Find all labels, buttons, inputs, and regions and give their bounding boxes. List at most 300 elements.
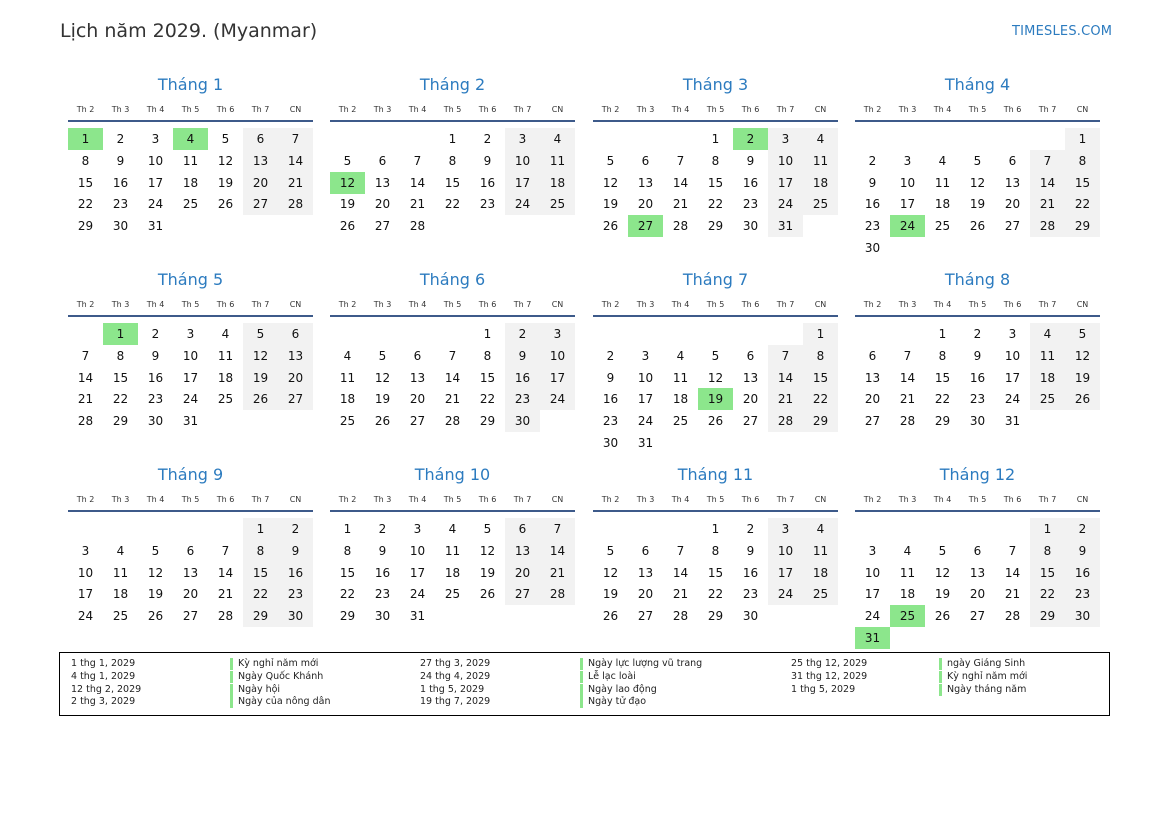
day-cell[interactable]: 1 [1030, 518, 1065, 540]
day-cell[interactable]: 13 [742, 370, 759, 385]
day-cell[interactable]: 20 [374, 197, 391, 212]
day-cell[interactable]: 9 [116, 153, 125, 168]
day-cell[interactable]: 12 [934, 565, 951, 580]
day-cell[interactable]: 7 [676, 153, 685, 168]
day-cell[interactable]: 14 [768, 367, 803, 389]
day-cell[interactable]: 6 [1008, 153, 1017, 168]
day-cell[interactable]: 23 [505, 388, 540, 410]
day-cell[interactable]: 16 [742, 175, 759, 190]
day-cell[interactable]: 30 [147, 414, 164, 429]
day-cell[interactable]: 8 [711, 543, 720, 558]
day-cell[interactable]: 28 [77, 414, 94, 429]
day-cell[interactable]: 17 [768, 562, 803, 584]
day-cell[interactable]: 22 [77, 197, 94, 212]
day-cell[interactable]: 15 [707, 565, 724, 580]
day-cell[interactable]: 27 [864, 414, 881, 429]
day-cell[interactable]: 19 [243, 367, 278, 389]
day-cell[interactable]: 16 [602, 392, 619, 407]
day-cell[interactable]: 13 [243, 150, 278, 172]
day-cell[interactable]: 14 [1030, 172, 1065, 194]
day-cell[interactable]: 25 [934, 219, 951, 234]
day-cell[interactable]: 17 [409, 565, 426, 580]
day-cell[interactable]: 10 [540, 345, 575, 367]
day-cell[interactable]: 25 [112, 609, 129, 624]
day-cell[interactable]: 6 [186, 543, 195, 558]
day-cell[interactable]: 15 [339, 565, 356, 580]
day-cell[interactable]: 26 [217, 197, 234, 212]
day-cell[interactable]: 13 [505, 540, 540, 562]
day-cell[interactable]: 31 [1004, 414, 1021, 429]
day-cell[interactable]: 29 [339, 609, 356, 624]
day-cell[interactable]: 16 [278, 562, 313, 584]
day-cell[interactable]: 21 [409, 197, 426, 212]
day-cell[interactable]: 8 [938, 348, 947, 363]
day-cell[interactable]: 10 [768, 150, 803, 172]
day-cell[interactable]: 19 [147, 587, 164, 602]
day-cell[interactable]: 12 [707, 370, 724, 385]
day-cell[interactable]: 8 [81, 153, 90, 168]
site-link[interactable]: TIMESLES.COM [1012, 24, 1113, 39]
day-cell[interactable]: 4 [676, 348, 685, 363]
day-cell[interactable]: 15 [707, 175, 724, 190]
day-cell[interactable]: 30 [864, 241, 881, 255]
day-cell[interactable]: 22 [934, 392, 951, 407]
day-cell[interactable]: 17 [147, 175, 164, 190]
day-cell[interactable]: 23 [147, 392, 164, 407]
day-cell[interactable]: 26 [602, 219, 619, 234]
day-cell[interactable]: 12 [602, 175, 619, 190]
day-cell[interactable]: 6 [746, 348, 755, 363]
day-cell[interactable]: 5 [1065, 323, 1100, 345]
day-cell[interactable]: 26 [934, 609, 951, 624]
day-cell[interactable]: 13 [278, 345, 313, 367]
day-cell[interactable]: 4 [540, 128, 575, 150]
day-cell[interactable]: 7 [448, 348, 457, 363]
day-cell[interactable]: 14 [672, 175, 689, 190]
day-cell[interactable]: 18 [540, 172, 575, 194]
day-cell[interactable]: 15 [479, 370, 496, 385]
day-cell[interactable]: 23 [742, 197, 759, 212]
day-cell[interactable]: 10 [768, 540, 803, 562]
day-cell[interactable]: 15 [243, 562, 278, 584]
day-cell[interactable]: 25 [217, 392, 234, 407]
day-cell[interactable]: 5 [606, 153, 615, 168]
holiday-day-cell[interactable]: 2 [733, 128, 768, 150]
day-cell[interactable]: 9 [746, 543, 755, 558]
day-cell[interactable]: 15 [112, 370, 129, 385]
day-cell[interactable]: 26 [339, 219, 356, 234]
day-cell[interactable]: 26 [707, 414, 724, 429]
holiday-day-cell[interactable]: 12 [330, 172, 365, 194]
day-cell[interactable]: 20 [505, 562, 540, 584]
day-cell[interactable]: 3 [903, 153, 912, 168]
day-cell[interactable]: 9 [868, 175, 877, 190]
day-cell[interactable]: 10 [1004, 348, 1021, 363]
day-cell[interactable]: 14 [278, 150, 313, 172]
day-cell[interactable]: 14 [409, 175, 426, 190]
day-cell[interactable]: 26 [374, 414, 391, 429]
day-cell[interactable]: 14 [672, 565, 689, 580]
day-cell[interactable]: 6 [413, 348, 422, 363]
day-cell[interactable]: 2 [505, 323, 540, 345]
day-cell[interactable]: 21 [899, 392, 916, 407]
day-cell[interactable]: 19 [1065, 367, 1100, 389]
day-cell[interactable]: 25 [182, 197, 199, 212]
day-cell[interactable]: 28 [409, 219, 426, 234]
day-cell[interactable]: 13 [374, 175, 391, 190]
day-cell[interactable]: 31 [182, 414, 199, 429]
holiday-day-cell[interactable]: 19 [698, 388, 733, 410]
day-cell[interactable]: 12 [147, 565, 164, 580]
day-cell[interactable]: 17 [77, 587, 94, 602]
day-cell[interactable]: 21 [768, 388, 803, 410]
day-cell[interactable]: 20 [243, 172, 278, 194]
day-cell[interactable]: 22 [707, 587, 724, 602]
day-cell[interactable]: 5 [711, 348, 720, 363]
day-cell[interactable]: 24 [409, 587, 426, 602]
day-cell[interactable]: 20 [1004, 197, 1021, 212]
day-cell[interactable]: 24 [768, 193, 803, 215]
day-cell[interactable]: 26 [147, 609, 164, 624]
day-cell[interactable]: 18 [339, 392, 356, 407]
day-cell[interactable]: 29 [77, 219, 94, 234]
holiday-day-cell[interactable]: 1 [68, 128, 103, 150]
day-cell[interactable]: 26 [243, 388, 278, 410]
day-cell[interactable]: 13 [1004, 175, 1021, 190]
day-cell[interactable]: 27 [1004, 219, 1021, 234]
day-cell[interactable]: 13 [409, 370, 426, 385]
day-cell[interactable]: 11 [672, 370, 689, 385]
day-cell[interactable]: 8 [803, 345, 838, 367]
day-cell[interactable]: 28 [217, 609, 234, 624]
day-cell[interactable]: 23 [374, 587, 391, 602]
day-cell[interactable]: 8 [1065, 150, 1100, 172]
day-cell[interactable]: 7 [413, 153, 422, 168]
day-cell[interactable]: 8 [243, 540, 278, 562]
day-cell[interactable]: 7 [81, 348, 90, 363]
day-cell[interactable]: 16 [479, 175, 496, 190]
day-cell[interactable]: 9 [746, 153, 755, 168]
day-cell[interactable]: 30 [505, 410, 540, 432]
day-cell[interactable]: 2 [746, 522, 755, 536]
day-cell[interactable]: 7 [221, 543, 230, 558]
day-cell[interactable]: 4 [221, 327, 230, 341]
day-cell[interactable]: 8 [483, 348, 492, 363]
day-cell[interactable]: 7 [768, 345, 803, 367]
day-cell[interactable]: 27 [409, 414, 426, 429]
day-cell[interactable]: 3 [641, 348, 650, 363]
day-cell[interactable]: 10 [899, 175, 916, 190]
day-cell[interactable]: 11 [1030, 345, 1065, 367]
day-cell[interactable]: 4 [448, 522, 457, 536]
day-cell[interactable]: 16 [112, 175, 129, 190]
day-cell[interactable]: 1 [711, 132, 720, 146]
day-cell[interactable]: 21 [672, 587, 689, 602]
day-cell[interactable]: 23 [602, 414, 619, 429]
day-cell[interactable]: 4 [1030, 323, 1065, 345]
day-cell[interactable]: 28 [1030, 215, 1065, 237]
day-cell[interactable]: 29 [803, 410, 838, 432]
day-cell[interactable]: 8 [1030, 540, 1065, 562]
day-cell[interactable]: 16 [969, 370, 986, 385]
day-cell[interactable]: 15 [803, 367, 838, 389]
day-cell[interactable]: 29 [112, 414, 129, 429]
day-cell[interactable]: 6 [243, 128, 278, 150]
day-cell[interactable]: 14 [217, 565, 234, 580]
day-cell[interactable]: 5 [606, 543, 615, 558]
day-cell[interactable]: 24 [1004, 392, 1021, 407]
day-cell[interactable]: 21 [1004, 587, 1021, 602]
day-cell[interactable]: 8 [343, 543, 352, 558]
day-cell[interactable]: 21 [217, 587, 234, 602]
day-cell[interactable]: 4 [343, 348, 352, 363]
day-cell[interactable]: 1 [1065, 128, 1100, 150]
day-cell[interactable]: 28 [444, 414, 461, 429]
day-cell[interactable]: 11 [182, 153, 199, 168]
day-cell[interactable]: 31 [147, 219, 164, 234]
day-cell[interactable]: 25 [540, 193, 575, 215]
day-cell[interactable]: 3 [151, 132, 160, 146]
day-cell[interactable]: 4 [803, 518, 838, 540]
day-cell[interactable]: 29 [1030, 605, 1065, 627]
day-cell[interactable]: 9 [606, 370, 615, 385]
day-cell[interactable]: 29 [707, 609, 724, 624]
day-cell[interactable]: 30 [374, 609, 391, 624]
day-cell[interactable]: 3 [81, 543, 90, 558]
day-cell[interactable]: 1 [803, 323, 838, 345]
day-cell[interactable]: 10 [409, 543, 426, 558]
day-cell[interactable]: 30 [742, 609, 759, 624]
day-cell[interactable]: 17 [768, 172, 803, 194]
day-cell[interactable]: 27 [182, 609, 199, 624]
day-cell[interactable]: 30 [602, 436, 619, 450]
holiday-day-cell[interactable]: 25 [890, 605, 925, 627]
holiday-day-cell[interactable]: 27 [628, 215, 663, 237]
day-cell[interactable]: 4 [903, 543, 912, 558]
day-cell[interactable]: 5 [343, 153, 352, 168]
day-cell[interactable]: 16 [864, 197, 881, 212]
holiday-day-cell[interactable]: 24 [890, 215, 925, 237]
day-cell[interactable]: 4 [803, 128, 838, 150]
day-cell[interactable]: 1 [483, 327, 492, 341]
day-cell[interactable]: 8 [711, 153, 720, 168]
day-cell[interactable]: 9 [278, 540, 313, 562]
day-cell[interactable]: 29 [707, 219, 724, 234]
day-cell[interactable]: 1 [938, 327, 947, 341]
day-cell[interactable]: 23 [278, 583, 313, 605]
day-cell[interactable]: 5 [378, 348, 387, 363]
day-cell[interactable]: 31 [637, 436, 654, 450]
day-cell[interactable]: 27 [969, 609, 986, 624]
day-cell[interactable]: 19 [339, 197, 356, 212]
day-cell[interactable]: 9 [973, 348, 982, 363]
day-cell[interactable]: 27 [374, 219, 391, 234]
day-cell[interactable]: 7 [676, 543, 685, 558]
day-cell[interactable]: 28 [768, 410, 803, 432]
day-cell[interactable]: 17 [864, 587, 881, 602]
day-cell[interactable]: 3 [413, 522, 422, 536]
day-cell[interactable]: 26 [1065, 388, 1100, 410]
day-cell[interactable]: 5 [221, 132, 230, 146]
day-cell[interactable]: 14 [444, 370, 461, 385]
day-cell[interactable]: 19 [479, 565, 496, 580]
day-cell[interactable]: 1 [711, 522, 720, 536]
day-cell[interactable]: 3 [868, 543, 877, 558]
day-cell[interactable]: 20 [278, 367, 313, 389]
day-cell[interactable]: 23 [742, 587, 759, 602]
day-cell[interactable]: 19 [374, 392, 391, 407]
day-cell[interactable]: 6 [868, 348, 877, 363]
day-cell[interactable]: 18 [672, 392, 689, 407]
day-cell[interactable]: 20 [969, 587, 986, 602]
day-cell[interactable]: 18 [112, 587, 129, 602]
day-cell[interactable]: 2 [116, 132, 125, 146]
day-cell[interactable]: 24 [864, 609, 881, 624]
holiday-day-cell[interactable]: 31 [855, 627, 890, 649]
day-cell[interactable]: 8 [116, 348, 125, 363]
day-cell[interactable]: 19 [602, 587, 619, 602]
day-cell[interactable]: 27 [505, 583, 540, 605]
day-cell[interactable]: 17 [899, 197, 916, 212]
day-cell[interactable]: 22 [339, 587, 356, 602]
day-cell[interactable]: 16 [1065, 562, 1100, 584]
day-cell[interactable]: 2 [278, 518, 313, 540]
day-cell[interactable]: 22 [1065, 193, 1100, 215]
day-cell[interactable]: 29 [479, 414, 496, 429]
day-cell[interactable]: 11 [444, 543, 461, 558]
day-cell[interactable]: 26 [969, 219, 986, 234]
day-cell[interactable]: 18 [217, 370, 234, 385]
day-cell[interactable]: 17 [637, 392, 654, 407]
day-cell[interactable]: 21 [77, 392, 94, 407]
day-cell[interactable]: 21 [540, 562, 575, 584]
day-cell[interactable]: 16 [374, 565, 391, 580]
day-cell[interactable]: 20 [742, 392, 759, 407]
day-cell[interactable]: 19 [217, 175, 234, 190]
day-cell[interactable]: 19 [602, 197, 619, 212]
day-cell[interactable]: 29 [934, 414, 951, 429]
day-cell[interactable]: 11 [803, 150, 838, 172]
day-cell[interactable]: 2 [483, 132, 492, 146]
day-cell[interactable]: 18 [934, 197, 951, 212]
day-cell[interactable]: 16 [505, 367, 540, 389]
day-cell[interactable]: 23 [864, 219, 881, 234]
day-cell[interactable]: 30 [969, 414, 986, 429]
day-cell[interactable]: 24 [147, 197, 164, 212]
day-cell[interactable]: 14 [899, 370, 916, 385]
day-cell[interactable]: 9 [151, 348, 160, 363]
day-cell[interactable]: 3 [1008, 327, 1017, 341]
day-cell[interactable]: 25 [444, 587, 461, 602]
day-cell[interactable]: 5 [151, 543, 160, 558]
day-cell[interactable]: 20 [637, 197, 654, 212]
day-cell[interactable]: 5 [973, 153, 982, 168]
day-cell[interactable]: 22 [1030, 583, 1065, 605]
day-cell[interactable]: 10 [182, 348, 199, 363]
day-cell[interactable]: 4 [116, 543, 125, 558]
day-cell[interactable]: 18 [899, 587, 916, 602]
day-cell[interactable]: 8 [448, 153, 457, 168]
day-cell[interactable]: 2 [151, 327, 160, 341]
day-cell[interactable]: 18 [803, 562, 838, 584]
day-cell[interactable]: 6 [641, 543, 650, 558]
day-cell[interactable]: 10 [147, 153, 164, 168]
day-cell[interactable]: 2 [606, 348, 615, 363]
day-cell[interactable]: 2 [378, 522, 387, 536]
day-cell[interactable]: 22 [243, 583, 278, 605]
day-cell[interactable]: 11 [112, 565, 129, 580]
day-cell[interactable]: 15 [77, 175, 94, 190]
day-cell[interactable]: 23 [112, 197, 129, 212]
day-cell[interactable]: 27 [278, 388, 313, 410]
day-cell[interactable]: 20 [409, 392, 426, 407]
day-cell[interactable]: 22 [707, 197, 724, 212]
day-cell[interactable]: 28 [1004, 609, 1021, 624]
day-cell[interactable]: 22 [112, 392, 129, 407]
day-cell[interactable]: 25 [803, 583, 838, 605]
day-cell[interactable]: 3 [768, 128, 803, 150]
day-cell[interactable]: 12 [243, 345, 278, 367]
day-cell[interactable]: 16 [147, 370, 164, 385]
holiday-day-cell[interactable]: 4 [173, 128, 208, 150]
day-cell[interactable]: 28 [899, 414, 916, 429]
day-cell[interactable]: 3 [186, 327, 195, 341]
day-cell[interactable]: 21 [444, 392, 461, 407]
day-cell[interactable]: 2 [1065, 518, 1100, 540]
day-cell[interactable]: 12 [374, 370, 391, 385]
day-cell[interactable]: 14 [1004, 565, 1021, 580]
day-cell[interactable]: 14 [540, 540, 575, 562]
day-cell[interactable]: 3 [768, 518, 803, 540]
day-cell[interactable]: 7 [278, 128, 313, 150]
day-cell[interactable]: 10 [864, 565, 881, 580]
day-cell[interactable]: 23 [479, 197, 496, 212]
day-cell[interactable]: 12 [602, 565, 619, 580]
day-cell[interactable]: 12 [969, 175, 986, 190]
day-cell[interactable]: 7 [1030, 150, 1065, 172]
day-cell[interactable]: 18 [444, 565, 461, 580]
day-cell[interactable]: 22 [479, 392, 496, 407]
day-cell[interactable]: 13 [637, 175, 654, 190]
day-cell[interactable]: 28 [672, 219, 689, 234]
day-cell[interactable]: 24 [637, 414, 654, 429]
day-cell[interactable]: 5 [243, 323, 278, 345]
day-cell[interactable]: 20 [864, 392, 881, 407]
day-cell[interactable]: 2 [973, 327, 982, 341]
day-cell[interactable]: 3 [540, 323, 575, 345]
day-cell[interactable]: 31 [409, 609, 426, 624]
day-cell[interactable]: 20 [182, 587, 199, 602]
day-cell[interactable]: 27 [243, 193, 278, 215]
day-cell[interactable]: 26 [602, 609, 619, 624]
day-cell[interactable]: 24 [768, 583, 803, 605]
day-cell[interactable]: 19 [934, 587, 951, 602]
day-cell[interactable]: 15 [1065, 172, 1100, 194]
day-cell[interactable]: 19 [969, 197, 986, 212]
day-cell[interactable]: 25 [803, 193, 838, 215]
day-cell[interactable]: 13 [864, 370, 881, 385]
day-cell[interactable]: 21 [672, 197, 689, 212]
day-cell[interactable]: 16 [742, 565, 759, 580]
day-cell[interactable]: 17 [505, 172, 540, 194]
day-cell[interactable]: 17 [182, 370, 199, 385]
holiday-day-cell[interactable]: 1 [103, 323, 138, 345]
day-cell[interactable]: 9 [483, 153, 492, 168]
day-cell[interactable]: 11 [899, 565, 916, 580]
day-cell[interactable]: 11 [217, 348, 234, 363]
day-cell[interactable]: 30 [1065, 605, 1100, 627]
day-cell[interactable]: 28 [540, 583, 575, 605]
